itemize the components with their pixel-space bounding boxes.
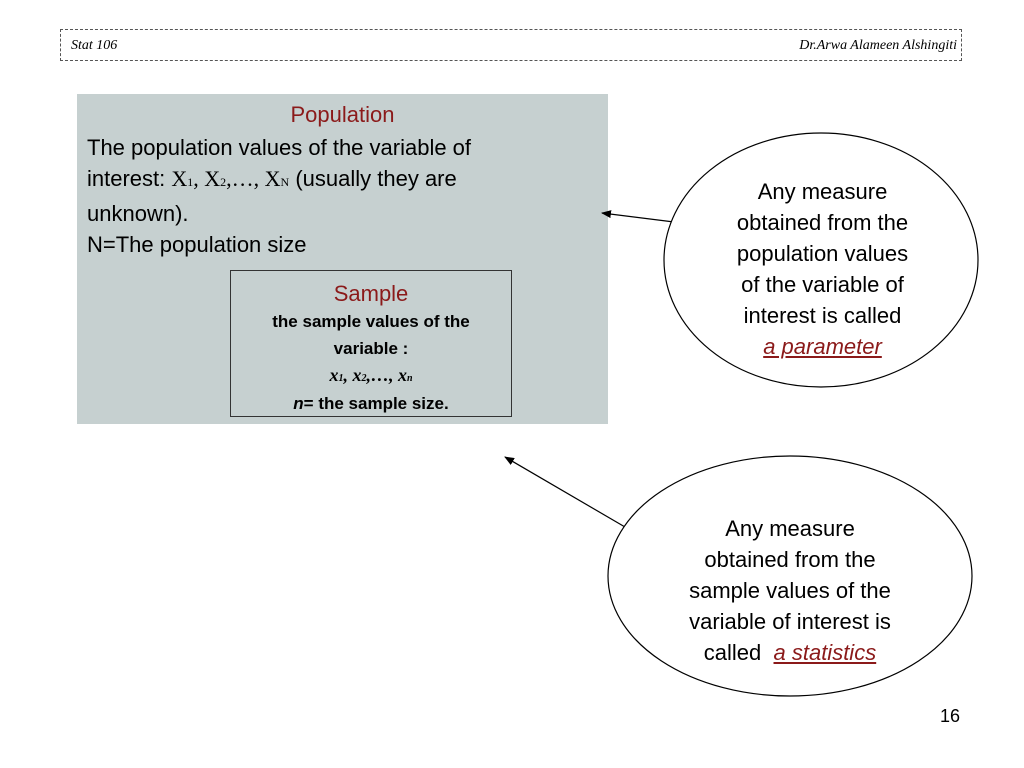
statistic-line-3: sample values of the [689,578,891,603]
sample-line-1: the sample values of the [272,312,470,331]
course-label: Stat 106 [71,38,118,53]
pop-sub-2: 2 [220,175,227,189]
population-title: Population [290,102,395,127]
sample-sep-1: , [343,365,353,385]
sample-var-2: x [352,365,362,385]
statistic-term: a statistics [773,640,877,665]
parameter-line-1: Any measure [757,179,888,204]
sample-line-2: variable : [333,339,409,358]
parameter-line-3: population values [736,241,909,266]
population-line-4: N=The population size [87,232,307,257]
sample-var-n: x [397,365,407,385]
statistic-line-1: Any measure [725,516,855,541]
sample-title: Sample [333,281,409,306]
statistic-prefix: called [703,640,774,665]
statistic-line-2: obtained from the [704,547,876,572]
pop-var-1: X [171,166,188,191]
author-label: Dr.Arwa Alameen Alshingiti [799,38,957,53]
parameter-term: a parameter [763,334,882,359]
interest-prefix: interest: [87,166,172,191]
sample-sub-1: 1 [338,373,344,384]
pop-sep-1: , [193,166,205,191]
statistic-arrow [505,457,625,527]
sample-ellipsis: ,…, [366,365,398,385]
interest-suffix: (usually they are [289,166,457,191]
sample-sub-n: n [406,373,413,384]
pop-sub-1: 1 [187,175,194,189]
statistic-bubble-text [640,513,940,668]
sample-var-1: x [329,365,339,385]
parameter-line-2: obtained from the [736,210,909,235]
pop-sub-n: N [280,175,290,189]
pop-ellipsis: ,…, [226,166,265,191]
pop-var-2: X [204,166,221,191]
pop-var-n: X [264,166,281,191]
parameter-bubble-text [680,176,965,362]
population-line-3: unknown). [87,201,189,226]
parameter-line-4: of the variable of [741,272,904,297]
sample-n-symbol: n [293,394,304,413]
statistic-line-4: variable of interest is [689,609,891,634]
sample-n-text: = the sample size. [303,394,449,413]
parameter-arrow [602,213,674,222]
sample-sub-2: 2 [361,373,367,384]
page-number: 16 [940,706,961,726]
parameter-line-5: interest is called [743,303,902,328]
population-line-1: The population values of the variable of [87,135,472,160]
